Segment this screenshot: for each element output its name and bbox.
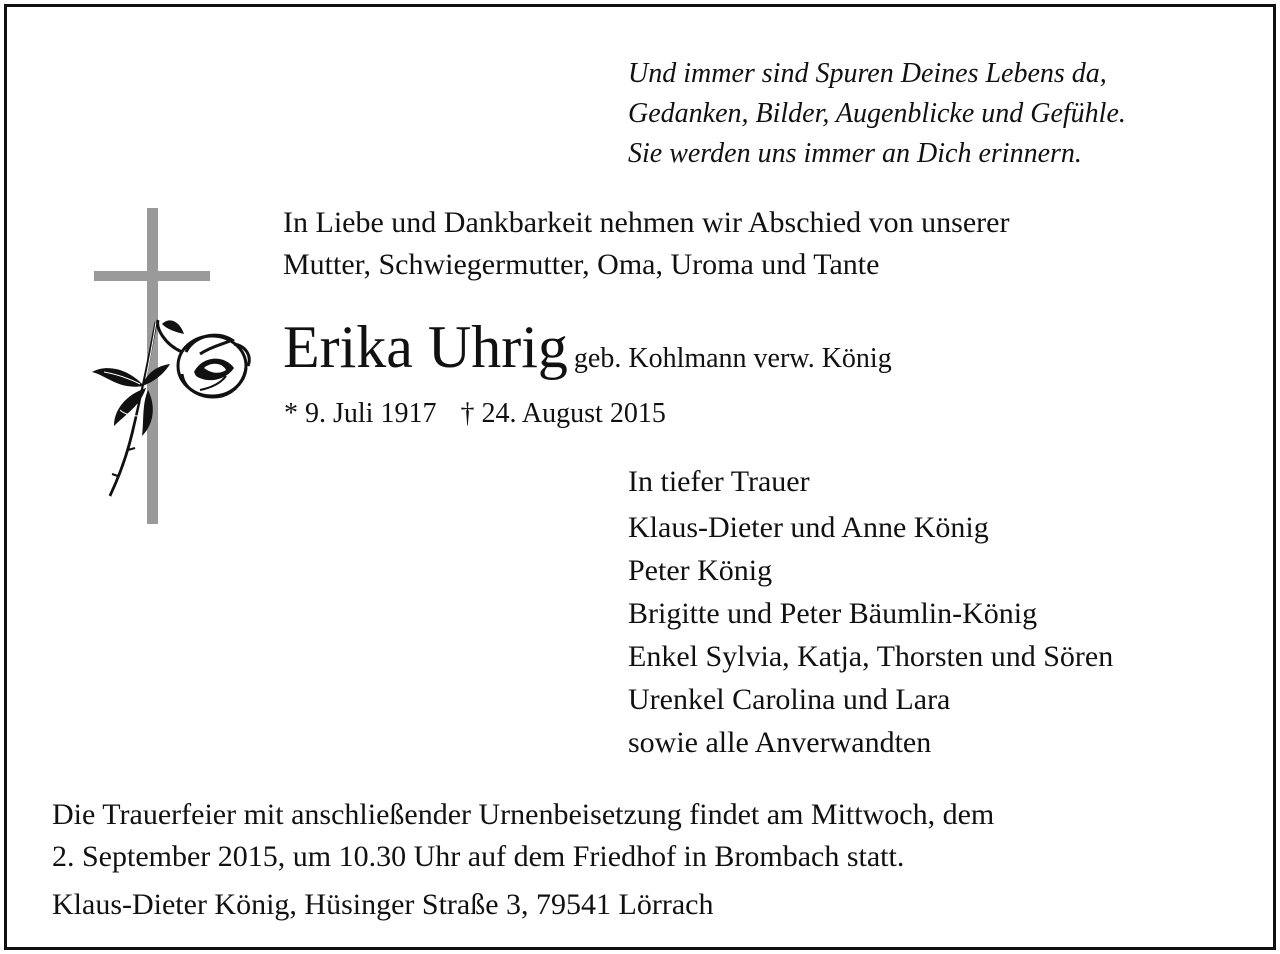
mourner-entry: sowie alle Anverwandten — [628, 726, 932, 759]
funeral-service-notice — [52, 794, 994, 878]
farewell-intro — [283, 202, 1009, 286]
death-date: † 24. August 2015 — [460, 398, 666, 429]
mourners-list — [628, 460, 1113, 764]
deceased-name-line — [283, 310, 892, 384]
deceased-name: Erika Uhrig — [283, 314, 568, 380]
service-line: Die Trauerfeier mit anschließender Urnenbeisetzung findet am Mittwoch, dem — [52, 798, 995, 831]
birth-date: * 9. Juli 1917 — [284, 398, 437, 429]
mourner-entry: Urenkel Carolina und Lara — [628, 683, 951, 716]
mourners-heading: In tiefer Trauer — [628, 465, 810, 498]
contact-address: Klaus-Dieter König, Hüsinger Straße 3, 79541 Lörrach — [52, 888, 714, 921]
deceased-maiden-name: geb. Kohlmann verw. König — [573, 343, 892, 374]
memorial-quote — [628, 54, 1126, 174]
quote-line: Gedanken, Bilder, Augenblicke und Gefühle. — [628, 98, 1126, 129]
mourner-entry: Peter König — [628, 554, 773, 587]
mourner-entry: Klaus-Dieter und Anne König — [628, 511, 989, 544]
cross-with-rose-icon — [84, 204, 264, 534]
intro-line: In Liebe und Dankbarkeit nehmen wir Abschied von unserer — [283, 206, 1010, 239]
quote-line: Und immer sind Spuren Deines Lebens da, — [628, 58, 1107, 89]
mourner-entry: Brigitte und Peter Bäumlin-König — [628, 597, 1038, 630]
service-line: 2. September 2015, um 10.30 Uhr auf dem Friedhof in Brombach statt. — [52, 840, 905, 873]
life-dates — [284, 394, 666, 434]
quote-line: Sie werden uns immer an Dich erinnern. — [628, 138, 1082, 169]
intro-line: Mutter, Schwiegermutter, Oma, Uroma und Tante — [283, 248, 880, 281]
mourner-entry: Enkel Sylvia, Katja, Thorsten und Sören — [628, 640, 1114, 673]
